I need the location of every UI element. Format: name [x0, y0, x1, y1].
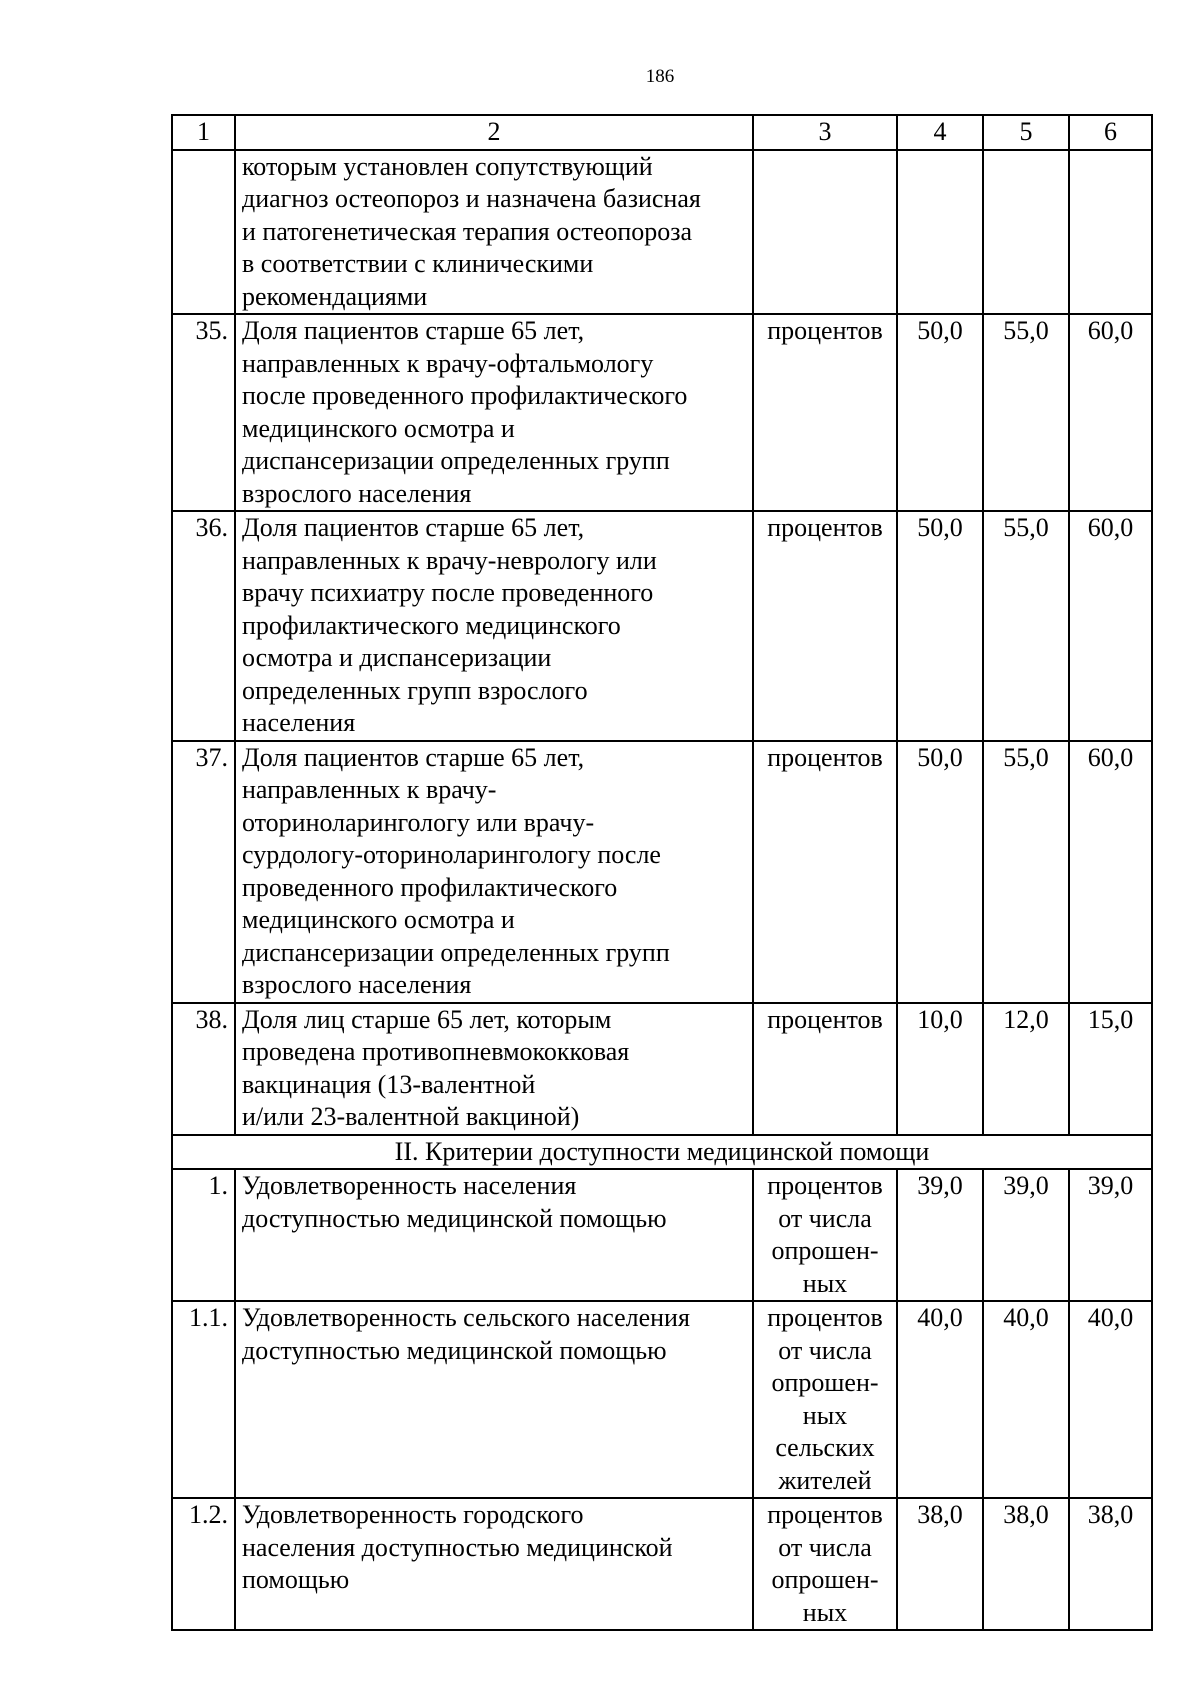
description-line: медицинского осмотра и — [242, 905, 515, 934]
unit-line: от числа — [778, 1532, 872, 1562]
description-line: диспансеризации определенных групп — [242, 446, 670, 475]
unit-line: процентов — [767, 1004, 883, 1034]
description-line: помощью — [242, 1565, 350, 1594]
unit-line: опрошен- — [771, 1368, 879, 1397]
row-number: 36. — [172, 511, 235, 741]
description-line: и/или 23-валентной вакциной) — [242, 1102, 580, 1131]
section-row — [172, 1135, 1152, 1170]
column-number-cell: 4 — [897, 115, 983, 150]
value-col4: 39,0 — [897, 1169, 983, 1301]
value-col5: 55,0 — [983, 741, 1069, 1003]
page-number: 186 — [645, 66, 675, 87]
unit-line: жителей — [778, 1465, 872, 1495]
table-row — [172, 314, 1152, 511]
indicator-description — [235, 1169, 753, 1301]
description-line: вакцинация (13-валентной — [242, 1069, 536, 1099]
unit-line: ных — [802, 1400, 848, 1430]
row-number: 1.2. — [172, 1498, 235, 1630]
description-line: населения доступностью медицинской — [242, 1532, 673, 1562]
description-line: Доля пациентов старше 65 лет, — [242, 742, 585, 772]
value-col5: 38,0 — [983, 1498, 1069, 1630]
column-number-row — [172, 115, 1152, 150]
value-col5: 12,0 — [983, 1003, 1069, 1135]
value-col6 — [1069, 150, 1152, 315]
description-line: медицинского осмотра и — [242, 413, 515, 443]
indicator-description — [235, 511, 753, 741]
description-line: которым установлен сопутствующий — [242, 151, 653, 181]
description-line: врачу психиатру после проведенного — [242, 578, 654, 607]
description-line: в соответствии с клиническими — [242, 249, 594, 278]
unit-of-measure — [753, 741, 897, 1003]
indicator-description — [235, 150, 753, 315]
description-line: рекомендациями — [242, 281, 428, 311]
description-line: направленных к врачу-неврологу или — [242, 545, 657, 575]
unit-line: процентов — [767, 513, 883, 542]
column-number-cell: 1 — [172, 115, 235, 150]
row-number — [172, 150, 235, 315]
unit-of-measure — [753, 1301, 897, 1498]
description-line: населения — [242, 708, 356, 737]
unit-line: ных — [802, 1268, 848, 1298]
value-col6: 60,0 — [1069, 314, 1152, 511]
value-col5: 55,0 — [983, 314, 1069, 511]
description-line: Доля пациентов старше 65 лет, — [242, 513, 585, 542]
column-number-cell: 6 — [1069, 115, 1152, 150]
description-line: и патогенетическая терапия остеопороза — [242, 216, 693, 246]
unit-line: процентов — [767, 1171, 883, 1200]
unit-line: от числа — [778, 1203, 872, 1233]
row-number: 38. — [172, 1003, 235, 1135]
column-number-cell: 2 — [235, 115, 753, 150]
table-row — [172, 1301, 1152, 1498]
unit-line: процентов — [767, 1500, 883, 1529]
indicator-description — [235, 741, 753, 1003]
indicator-description — [235, 1498, 753, 1630]
description-line: Удовлетворенность сельского населения — [242, 1303, 690, 1332]
row-number: 1.1. — [172, 1301, 235, 1498]
indicator-description — [235, 1301, 753, 1498]
unit-of-measure — [753, 511, 897, 741]
table-row — [172, 1003, 1152, 1135]
description-line: оториноларингологу или врачу- — [242, 807, 595, 837]
description-line: доступностью медицинской помощью — [242, 1335, 667, 1365]
unit-of-measure — [753, 1169, 897, 1301]
unit-of-measure — [753, 314, 897, 511]
value-col4: 50,0 — [897, 511, 983, 741]
description-line: осмотра и диспансеризации — [242, 643, 552, 672]
column-number-cell: 3 — [753, 115, 897, 150]
description-line: Доля лиц старше 65 лет, которым — [242, 1004, 612, 1034]
description-line: профилактического медицинского — [242, 610, 621, 640]
description-line: диагноз остеопороз и назначена базисная — [242, 184, 701, 213]
value-col6: 40,0 — [1069, 1301, 1152, 1498]
value-col4: 10,0 — [897, 1003, 983, 1135]
value-col6: 60,0 — [1069, 511, 1152, 741]
unit-line: от числа — [778, 1335, 872, 1365]
indicator-description — [235, 1003, 753, 1135]
table-row — [172, 511, 1152, 741]
value-col4: 40,0 — [897, 1301, 983, 1498]
unit-of-measure — [753, 1003, 897, 1135]
value-col5: 55,0 — [983, 511, 1069, 741]
unit-line: опрошен- — [771, 1236, 879, 1265]
value-col6: 60,0 — [1069, 741, 1152, 1003]
unit-line: процентов — [767, 1303, 883, 1332]
table-row — [172, 741, 1152, 1003]
description-line: после проведенного профилактического — [242, 381, 688, 410]
description-line: Доля пациентов старше 65 лет, — [242, 316, 585, 345]
unit-line: ных — [802, 1597, 848, 1627]
description-line: Удовлетворенность населения — [242, 1171, 577, 1200]
unit-line: опрошен- — [771, 1565, 879, 1594]
unit-line: процентов — [767, 316, 883, 345]
value-col4: 50,0 — [897, 741, 983, 1003]
description-line: Удовлетворенность городского — [242, 1500, 584, 1529]
value-col4 — [897, 150, 983, 315]
criteria-table — [171, 114, 1153, 1631]
value-col5: 40,0 — [983, 1301, 1069, 1498]
description-line: направленных к врачу-офтальмологу — [242, 348, 654, 378]
unit-line: сельских — [775, 1433, 875, 1462]
description-line: определенных групп взрослого — [242, 675, 588, 705]
description-line: проведенного профилактического — [242, 872, 618, 902]
table-row — [172, 1169, 1152, 1301]
description-line: взрослого населения — [242, 478, 472, 508]
table-row — [172, 1498, 1152, 1630]
value-col6: 38,0 — [1069, 1498, 1152, 1630]
unit-line: процентов — [767, 742, 883, 772]
row-number: 37. — [172, 741, 235, 1003]
description-line: сурдологу-оториноларингологу после — [242, 840, 661, 869]
row-number: 35. — [172, 314, 235, 511]
value-col6: 39,0 — [1069, 1169, 1152, 1301]
value-col5: 39,0 — [983, 1169, 1069, 1301]
table-row — [172, 150, 1152, 315]
value-col5 — [983, 150, 1069, 315]
value-col6: 15,0 — [1069, 1003, 1152, 1135]
description-line: доступностью медицинской помощью — [242, 1203, 667, 1233]
unit-of-measure — [753, 150, 897, 315]
description-line: проведена противопневмококковая — [242, 1037, 630, 1066]
unit-of-measure — [753, 1498, 897, 1630]
row-number: 1. — [172, 1169, 235, 1301]
indicator-description — [235, 314, 753, 511]
description-line: направленных к врачу- — [242, 775, 497, 804]
value-col4: 50,0 — [897, 314, 983, 511]
section-title: II. Критерии доступности медицинской помощи — [172, 1135, 1152, 1170]
description-line: взрослого населения — [242, 970, 472, 999]
column-number-cell: 5 — [983, 115, 1069, 150]
value-col4: 38,0 — [897, 1498, 983, 1630]
description-line: диспансеризации определенных групп — [242, 937, 670, 967]
